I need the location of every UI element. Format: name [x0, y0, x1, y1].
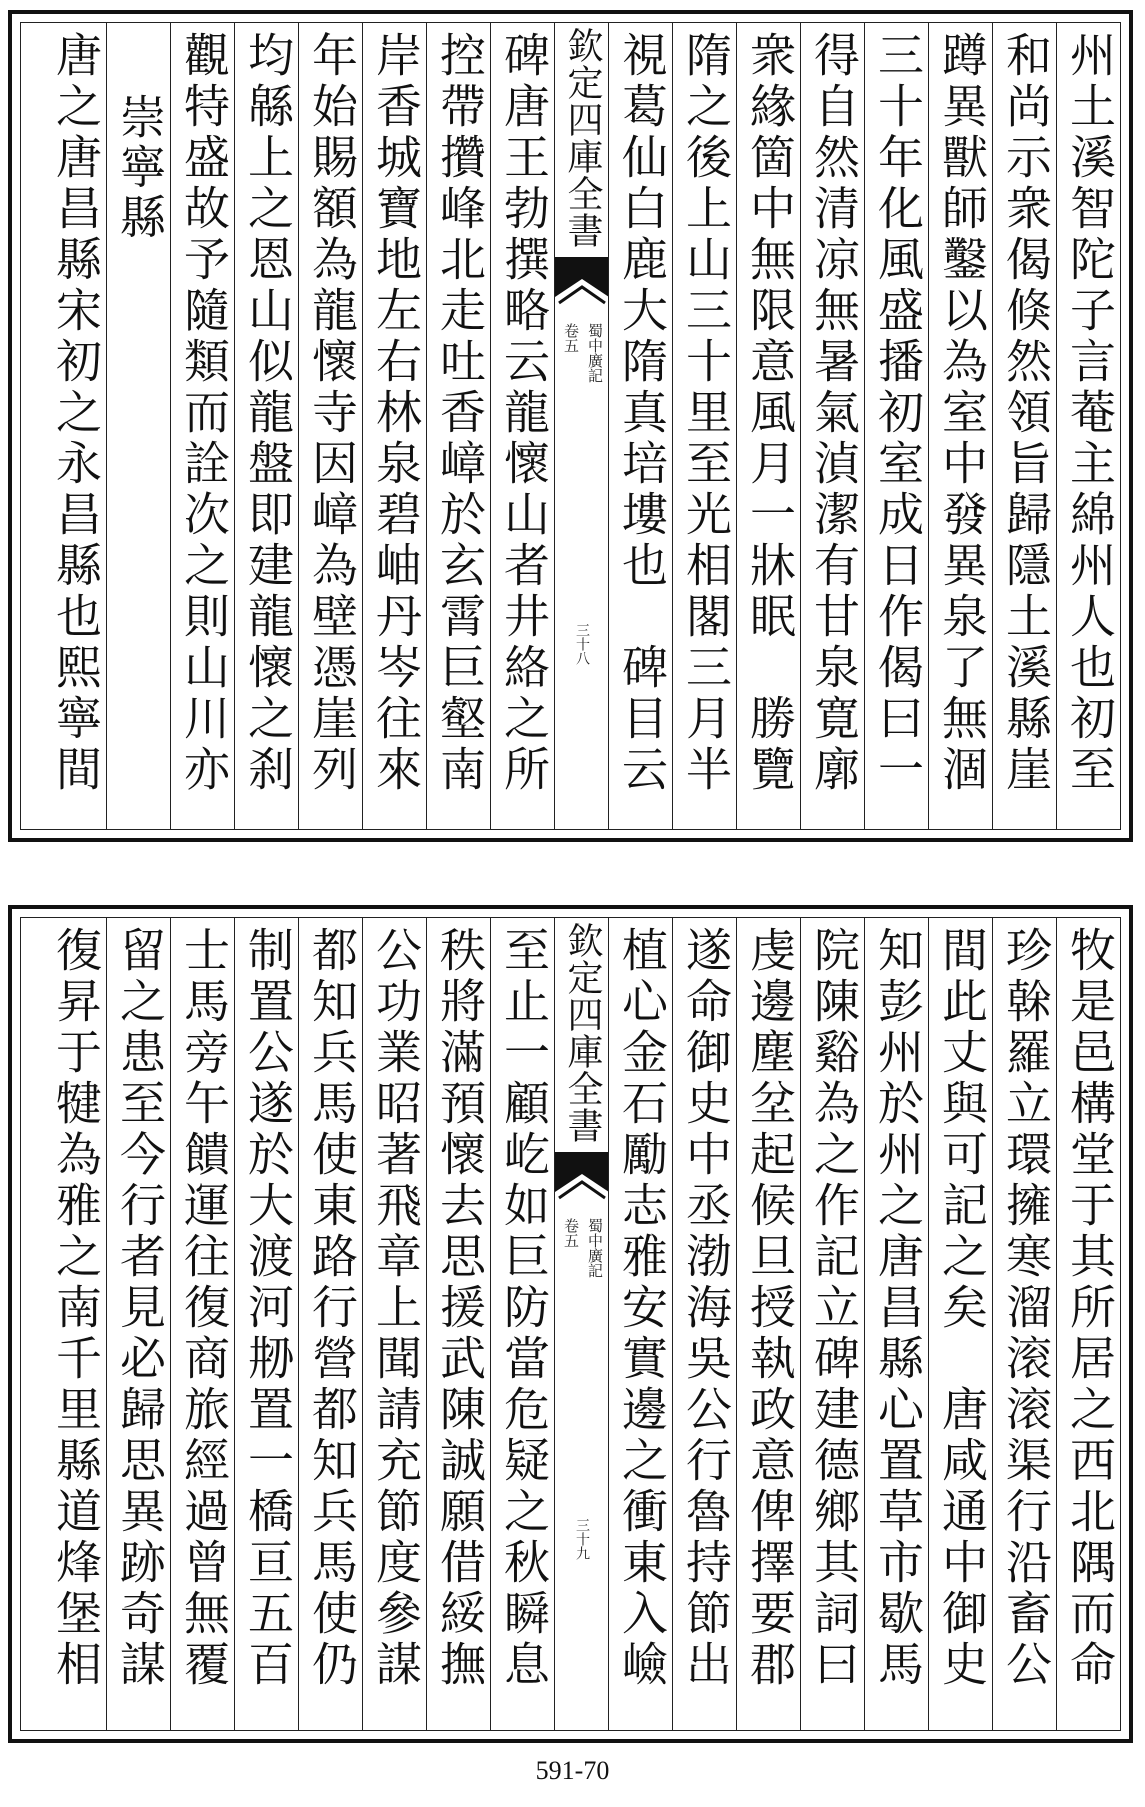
page-number: 591-70 — [535, 1756, 610, 1785]
page-half-top — [8, 10, 1133, 842]
text-column: 知彭州於州之唐昌縣心置草市歇馬 — [864, 918, 928, 1730]
text-column: 隋之後上山三十里至光相閣三月半 — [672, 23, 736, 829]
text-column: 珍榦羅立環擁寒溜滚滚渠行沿畜公 — [992, 918, 1056, 1730]
gutter-folio: 三十八 — [574, 623, 590, 665]
text-column: 視葛仙白鹿大隋真培塿也 碑目云 — [608, 23, 672, 829]
gutter-title: 欽定四庫全書 — [562, 27, 603, 249]
text-column: 留之患至今行者見必歸思異跡奇謀 — [106, 918, 170, 1730]
text-column: 碑唐王勃撰略云龍懷山者井絡之所 — [490, 23, 554, 829]
text-column: 年始賜額為龍懷寺因嶂為壁憑崖列 — [298, 23, 362, 829]
text-column: 三十年化風盛播初室成日作偈曰一 — [864, 23, 928, 829]
gutter-book-title: 蜀中廣記 — [586, 1218, 604, 1278]
page-half-bottom — [8, 905, 1133, 1743]
section-heading: 崇寧縣 — [106, 23, 170, 829]
text-column: 牧是邑構堂于其所居之西北隅而命 — [1056, 918, 1120, 1730]
text-column: 士馬旁午饋運往復商旅經過曾無覆 — [170, 918, 234, 1730]
text-frame-bottom — [20, 917, 1121, 1731]
gutter-volume: 卷五 — [562, 323, 580, 353]
text-column: 院陳谿為之作記立碑建德鄉其詞曰 — [800, 918, 864, 1730]
text-column: 都知兵馬使東路行營都知兵馬使仍 — [298, 918, 362, 1730]
gutter-subtitle — [559, 1218, 605, 1278]
gutter-title: 欽定四庫全書 — [562, 922, 603, 1144]
gutter-book-title: 蜀中廣記 — [586, 323, 604, 383]
text-column: 和尚示衆偈倏然領旨歸隱土溪縣崖 — [992, 23, 1056, 829]
gutter-subtitle — [559, 323, 605, 383]
text-column: 控帶攢峰北走吐香嶂於玄霄巨壑南 — [426, 23, 490, 829]
center-gutter — [554, 918, 608, 1730]
text-column: 衆緣箇中無限意風月一牀眠 勝覽 — [736, 23, 800, 829]
fishtail-ornament-icon — [555, 257, 608, 315]
text-column: 間此丈與可記之矣 唐咸通中御史 — [928, 918, 992, 1730]
text-column: 岸香城寶地左右林泉碧岫丹岑往來 — [362, 23, 426, 829]
fishtail-ornament-icon — [555, 1152, 608, 1210]
text-column: 州土溪智陀子言菴主綿州人也初至 — [1056, 23, 1120, 829]
text-column: 遂命御史中丞渤海吳公行魯持節出 — [672, 918, 736, 1730]
text-column: 制置公遂於大渡河刱置一橋亘五百 — [234, 918, 298, 1730]
text-column: 復昇于犍為雅之南千里縣道烽堡相 — [49, 926, 103, 1691]
text-column: 蹲異獸師鑿以為室中發異泉了無涸 — [928, 23, 992, 829]
text-column: 至止一顧屹如巨防當危疑之秋瞬息 — [490, 918, 554, 1730]
text-column: 得自然清凉無暑氣湞潔有甘泉寛廓 — [800, 23, 864, 829]
gutter-volume: 卷五 — [562, 1218, 580, 1248]
center-gutter — [554, 23, 608, 829]
text-column: 公功業昭著飛章上聞請充節度參謀 — [362, 918, 426, 1730]
text-column: 觀特盛故予隨類而詮次之則山川亦 — [170, 23, 234, 829]
text-column: 秩將滿預懷去思援武陳誠願借綏撫 — [426, 918, 490, 1730]
text-column: 均緜上之恩山似龍盤即建龍懷之刹 — [234, 23, 298, 829]
gutter-folio: 三十九 — [574, 1518, 590, 1560]
text-column: 植心金石勵志雅安實邊之衝東入嶮 — [608, 918, 672, 1730]
text-column: 虔邊塵坌起候旦授執政意俾擇要郡 — [736, 918, 800, 1730]
text-frame-top — [20, 22, 1121, 830]
text-column: 唐之唐昌縣宋初之永昌縣也熙寧間 — [49, 31, 103, 796]
